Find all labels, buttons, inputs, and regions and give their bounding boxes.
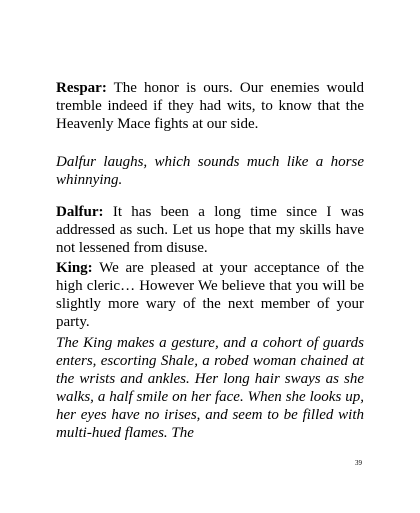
stage-direction-paragraph: The King makes a gesture, and a cohort of guards enters, escorting Shale, a robed woman chained at the wrists and ankles. Her long hair sways as she walks, a half smile on her face. When she looks up, her eyes have no irises, and seem to be filled with multi-hued flames. The xyxy=(56,335,364,441)
dialogue-text: We are pleased at your acceptance of the high cleric… However We believe that you will be slightly more wary of the next member of your party. xyxy=(56,260,364,330)
speaker-name: King: xyxy=(56,260,93,276)
stage-direction-paragraph: Dalfur laughs, which sounds much like a horse whinnying. xyxy=(56,154,364,188)
dialogue-paragraph-dalfur xyxy=(56,203,364,257)
dialogue-text: The honor is ours. Our enemies would tremble indeed if they had wits, to know that the Heavenly Mace fights at our side. xyxy=(56,80,364,132)
dialogue-text: It has been a long time since I was addressed as such. Let us hope that my skills have not lessened from disuse. xyxy=(56,204,364,256)
speaker-name: Respar: xyxy=(56,80,107,96)
speaker-name: Dalfur: xyxy=(56,204,104,220)
dialogue-paragraph-king xyxy=(56,259,364,331)
page-number: 39 xyxy=(355,459,362,467)
dialogue-paragraph-respar xyxy=(56,79,364,133)
